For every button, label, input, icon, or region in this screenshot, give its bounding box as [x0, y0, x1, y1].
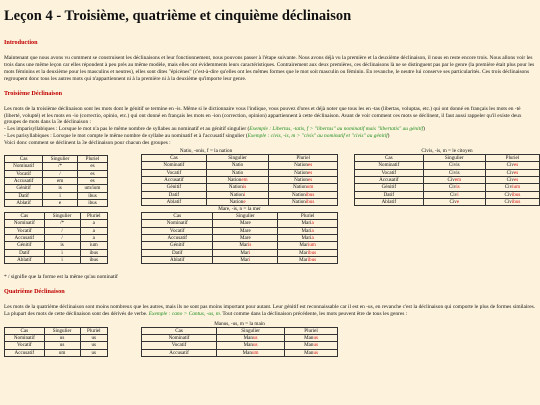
parisyllabic-line: - Les parisyllabiques : Lorsque le mot compte le même nombre de syllabe au nominatif et à l'accusatif singulier (Exemple : civis, -is, m > "civis" au nominatif et "civis" au génitif) [4, 133, 390, 140]
column-header: Pluriel [285, 327, 338, 334]
form-cell: Maribus [278, 249, 338, 256]
form-cell: Civis [423, 184, 485, 191]
form-cell: Nationes [269, 169, 338, 176]
form-cell: Mare [213, 234, 278, 241]
form-cell: Manus [285, 349, 338, 356]
table-row [355, 176, 540, 183]
form-cell: Maribus [278, 256, 338, 263]
form-cell: Mare [213, 227, 278, 234]
column-header: Pluriel [269, 155, 338, 162]
form-cell: um [44, 349, 80, 356]
manus-table [141, 327, 338, 357]
form-cell: i [44, 249, 80, 256]
column-header: Cas [5, 156, 43, 163]
column-header: Pluriel [278, 213, 338, 220]
table-row [142, 191, 338, 198]
form-cell: Civium [485, 184, 539, 191]
form-cell: Civi [423, 191, 485, 198]
table-row [5, 234, 108, 241]
form-cell: Nationes [269, 162, 338, 169]
table-row [5, 242, 108, 249]
form-cell: em [43, 177, 78, 184]
form-cell: Natio [206, 169, 269, 176]
column-header: Singulier [44, 213, 80, 220]
form-cell: Manus [217, 335, 285, 342]
case-name-cell: Vocatif [142, 169, 207, 176]
column-header: Cas [5, 327, 45, 334]
natio-caption: Natio, -onis, f = la nation [179, 148, 233, 155]
parisyllabic-example: Exemple : civis, -is, m > "civis" au nominatif et "civis" au génitif [247, 133, 388, 140]
case-name-cell: Nominatif [5, 163, 43, 170]
table-row [142, 242, 338, 249]
table-row [5, 185, 108, 192]
form-cell: Civis [423, 162, 485, 169]
form-cell: ibus [77, 199, 107, 206]
case-name-cell: Accusatif [142, 349, 217, 356]
table-row [5, 256, 108, 263]
case-name-cell: Datif [142, 191, 207, 198]
form-cell: / [44, 234, 80, 241]
form-cell: us [80, 349, 107, 356]
case-name-cell: Nominatif [142, 162, 207, 169]
civis-table [354, 154, 540, 206]
form-cell: a [80, 220, 107, 227]
form-cell: Marium [278, 242, 338, 249]
case-name-cell: Ablatif [142, 256, 213, 263]
table-header-row [142, 327, 338, 334]
form-cell: Nationi [206, 191, 269, 198]
fourth-declension-paragraph: Les mots de la quatrième déclinaison sont moins nombreux que les autres, mais ils ne sont pas moins important pour autant. Leur génitif est reconnaissable car il est en -us, en revanche c'est la déclinaison qui comporte le plus de formes similaires. La plupart des mots de cette déclinaison sont des dérivés de verbe. Exemple : cano > Cantus, -us, m. Tout comme dans la déclinaison précédente, les mots peuvent être de tous les genres : [4, 303, 536, 317]
table-header-row [142, 155, 338, 162]
table-row [5, 163, 108, 170]
table-row [142, 176, 338, 183]
table-row [142, 220, 338, 227]
fourth-example: Exemple : cano > Cantus, -us, m. [148, 310, 222, 317]
column-header: Singulier [43, 156, 78, 163]
declension-intro-line: Voici donc comment se déclinent la 3e déclinaison pour chacun des groupes : [4, 140, 171, 147]
third-declension-tables [4, 147, 536, 204]
table-row [5, 342, 108, 349]
form-cell: us [44, 342, 80, 349]
fourth-ending-table [4, 327, 108, 357]
case-name-cell: Nominatif [5, 335, 45, 342]
column-header: Singulier [423, 155, 485, 162]
case-name-cell: Génitif [355, 184, 424, 191]
table-row [142, 234, 338, 241]
table-row [5, 192, 108, 199]
case-name-cell: Accusatif [355, 176, 424, 183]
form-cell: is [44, 242, 80, 249]
form-cell: Civis [423, 169, 485, 176]
table-row [142, 184, 338, 191]
case-name-cell: Ablatif [5, 256, 45, 263]
imparisyllabic-example: Exemple : Libertas, -tatis, f > "libertas" au nominatif mais "libertatis" au génitif [249, 126, 424, 133]
table-row [5, 177, 108, 184]
form-cell: is [43, 185, 78, 192]
third-declension-heading: Troisième Déclinaison [4, 89, 63, 97]
case-name-cell: Ablatif [142, 198, 207, 205]
table-row [355, 162, 540, 169]
case-name-cell: Accusatif [142, 176, 207, 183]
form-cell: Mari [213, 256, 278, 263]
form-cell: Maria [278, 220, 338, 227]
table-row [355, 169, 540, 176]
table-header-row [142, 213, 338, 220]
table-row [5, 349, 108, 356]
case-name-cell: Datif [355, 191, 424, 198]
page-title: Leçon 4 - Troisième, quatrième et cinquième déclinaison [4, 8, 352, 24]
manus-caption: Manus, -us, m = la main [214, 320, 265, 327]
form-cell: a [80, 234, 107, 241]
column-header: Cas [5, 213, 45, 220]
form-cell: a [80, 227, 107, 234]
neuter-ending-table [4, 212, 108, 264]
table-header-row [355, 155, 540, 162]
case-name-cell: Accusatif [5, 349, 45, 356]
case-name-cell: Vocatif [355, 169, 424, 176]
form-cell: us [44, 335, 80, 342]
form-cell: /* [44, 220, 80, 227]
form-cell: ibus [80, 256, 107, 263]
mare-table [141, 212, 338, 264]
table-row [142, 342, 338, 349]
form-cell: i [43, 192, 78, 199]
column-header: Singulier [213, 213, 278, 220]
case-name-cell: Datif [5, 249, 45, 256]
case-name-cell: Accusatif [5, 177, 43, 184]
form-cell: Nationibus [269, 191, 338, 198]
form-cell: Civem [423, 176, 485, 183]
form-cell: es [77, 177, 107, 184]
table-row [142, 256, 338, 263]
form-cell: us [80, 342, 107, 349]
case-name-cell: Génitif [142, 184, 207, 191]
table-row [142, 335, 338, 342]
form-cell: / [44, 227, 80, 234]
form-cell: / [43, 170, 78, 177]
table-row [5, 220, 108, 227]
case-name-cell: Nominatif [142, 335, 217, 342]
case-name-cell: Nominatif [355, 162, 424, 169]
natio-table [141, 154, 338, 206]
form-cell: ibus [77, 192, 107, 199]
form-cell: Natio [206, 162, 269, 169]
case-name-cell: Ablatif [5, 199, 43, 206]
fourth-declension-heading: Quatrième Déclinaison [4, 287, 65, 295]
form-cell: Maria [278, 227, 338, 234]
case-name-cell: Nominatif [5, 220, 45, 227]
form-cell: Cive [423, 198, 485, 205]
table-row [142, 249, 338, 256]
generic-ending-table [4, 155, 108, 207]
form-cell: Maris [213, 242, 278, 249]
column-header: Pluriel [80, 327, 107, 334]
column-header: Cas [142, 155, 207, 162]
form-cell: Maria [278, 234, 338, 241]
form-cell: Manus [285, 342, 338, 349]
case-name-cell: Génitif [5, 242, 45, 249]
form-note: * / signifie que la forme est la même qu'au nominatif [4, 274, 118, 281]
column-header: Cas [142, 327, 217, 334]
table-row [355, 191, 540, 198]
form-cell: es [77, 170, 107, 177]
form-cell: ibus [80, 249, 107, 256]
column-header: Singulier [44, 327, 80, 334]
case-name-cell: Génitif [5, 185, 43, 192]
case-name-cell: Accusatif [142, 234, 213, 241]
form-cell: Nationes [269, 176, 338, 183]
form-cell: Mari [213, 249, 278, 256]
case-name-cell: Accusatif [5, 234, 45, 241]
case-name-cell: Datif [142, 249, 213, 256]
table-row [5, 227, 108, 234]
form-cell: ium [80, 242, 107, 249]
form-cell: Mare [213, 220, 278, 227]
table-header-row [5, 327, 108, 334]
case-name-cell: Vocatif [5, 170, 43, 177]
fourth-declension-tables [4, 318, 536, 373]
case-name-cell: Génitif [142, 242, 213, 249]
table-row [142, 169, 338, 176]
case-name-cell: Vocatif [5, 227, 45, 234]
form-cell: Civibus [485, 191, 539, 198]
column-header: Pluriel [485, 155, 539, 162]
form-cell: Cives [485, 169, 539, 176]
form-cell: us [80, 335, 107, 342]
form-cell: um/ium [77, 185, 107, 192]
form-cell: Manus [285, 335, 338, 342]
table-header-row [5, 156, 108, 163]
table-row [142, 349, 338, 356]
table-row [5, 335, 108, 342]
imparisyllabic-line: - Les imparisyllabiques : Lorsque le mot n'a pas le même nombre de syllabes au nominatif et au génitif singulier (Exemple : Libertas, -tatis, f > "libertas" au nominatif mais "libertatis" au génitif) [4, 126, 425, 133]
table-header-row [5, 213, 108, 220]
third-declension-paragraph: Les mots de la troisième déclinaison sont les mots dont le génitif se termine en -is. Même si le dictionnaire vous l'indique, vous pouvez d'ores et déjà noter que tous les en -tas (libertas, voluptas, etc.) qui ont donné en français les mots en -té (liberté, volupté) et les mots en -io (correctio, opinio, etc.) qui ont donné en français les mots en -ion (correction, opinion) appartiennent à cette déclinaison. Avant de voir comment ces mots se déclinent, il faut aussi rappeler qu'il existe deux groupes de mots dans la 3e déclinaison : [4, 105, 522, 126]
table-row [5, 170, 108, 177]
civis-caption: Civis, -is, m = le citoyen [421, 148, 473, 155]
case-name-cell: Vocatif [142, 227, 213, 234]
form-cell: i [44, 256, 80, 263]
form-cell: e [43, 199, 78, 206]
form-cell: Manus [217, 342, 285, 349]
form-cell: Cives [485, 162, 539, 169]
form-cell: es [77, 163, 107, 170]
form-cell: Civibus [485, 198, 539, 205]
form-cell: /* [43, 163, 78, 170]
case-name-cell: Vocatif [5, 342, 45, 349]
column-header: Singulier [206, 155, 269, 162]
neuter-tables [4, 204, 536, 276]
case-name-cell: Nominatif [142, 220, 213, 227]
column-header: Cas [355, 155, 424, 162]
table-row [142, 162, 338, 169]
column-header: Pluriel [80, 213, 107, 220]
intro-paragraph: Maintenant que nous avons vu comment se construisent les déclinaisons et leur fonctionnement, nous pouvons passer à l'étape suivante. Nous avons déjà vu la première et la deuxième déclinaison, il nous en reste encore trois. Nous allons voir les trois dans une même leçon car elles répondent à peu près au même modèle, mais elles ont évidemments leurs caractéristiques. Contrairement aux deux premières, ces déclinaisons là ne se distinguent pas par le genre (la première était plus pour les mots féminins et la deuxième pour les masculins et neutres), elles sont dites "épicènes" (c'est-à-dire qu'elles ont les mêmes formes que le mot soit masculin ou féminin. En revanche, le neutre lui conserve ses particularités. Ces trois déclinaisons regroupent donc tous les autres mots qui n'appartiennent ni à la première ni à la deuxième qu'importe leur genre. [4, 55, 535, 82]
table-row [355, 184, 540, 191]
form-cell: Nationum [269, 184, 338, 191]
mare-caption: Mare, -is, n = la mer [218, 206, 261, 213]
column-header: Cas [142, 213, 213, 220]
form-cell: Nationem [206, 176, 269, 183]
case-name-cell: Vocatif [142, 342, 217, 349]
intro-heading: Introduction [4, 39, 38, 46]
table-row [142, 227, 338, 234]
table-row [5, 249, 108, 256]
form-cell: Nationis [206, 184, 269, 191]
form-cell: Natione [206, 198, 269, 205]
form-cell: Nationibus [269, 198, 338, 205]
case-name-cell: Datif [5, 192, 43, 199]
case-name-cell: Ablatif [355, 198, 424, 205]
form-cell: Cives [485, 176, 539, 183]
column-header: Pluriel [77, 156, 107, 163]
form-cell: Manum [217, 349, 285, 356]
column-header: Singulier [217, 327, 285, 334]
